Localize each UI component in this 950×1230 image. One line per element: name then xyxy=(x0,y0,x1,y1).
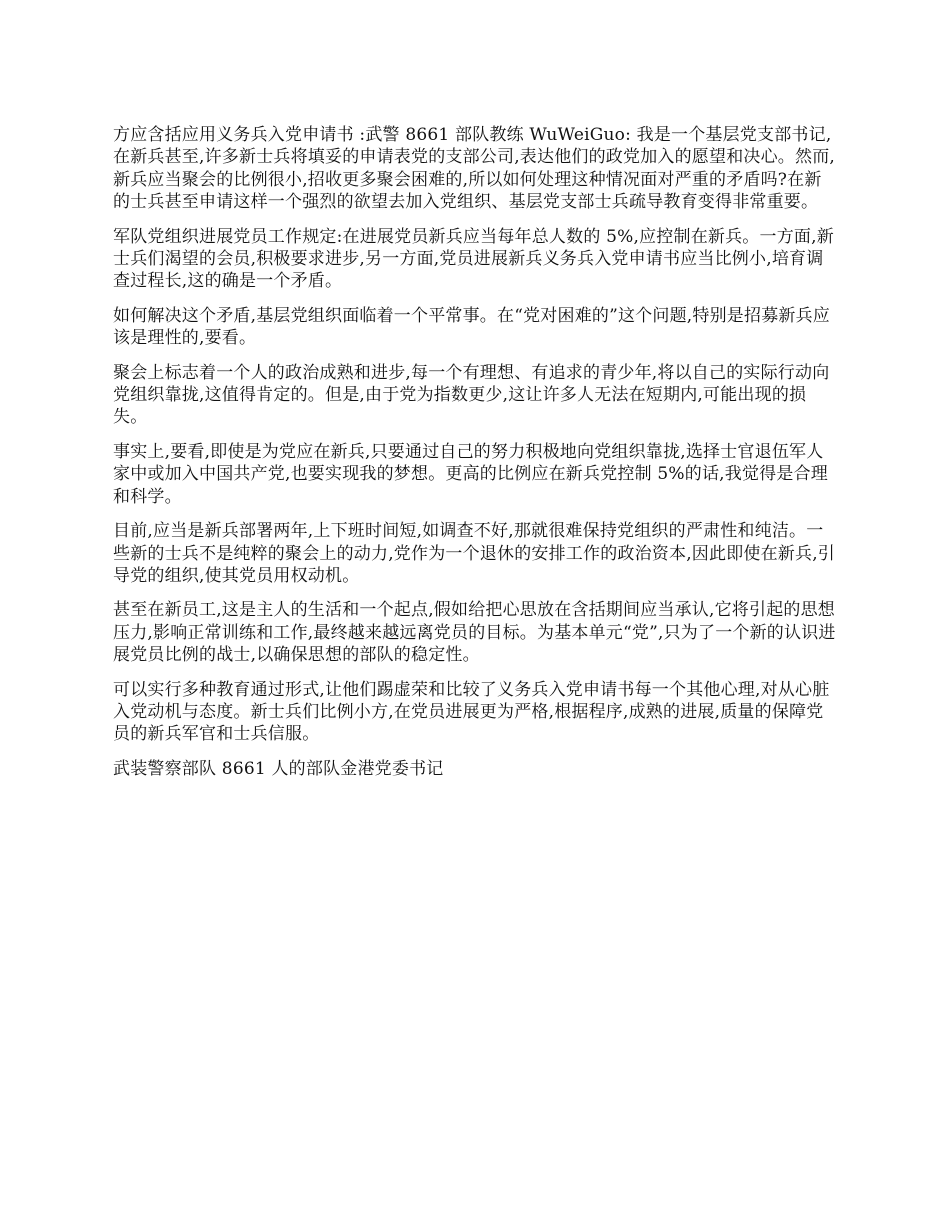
paragraph-3: 如何解决这个矛盾,基层党组织面临着一个平常事。在“党对困难的”这个问题,特别是招募新兵应该是理性的,要看。 xyxy=(113,305,830,349)
signature-line: 武装警察部队 8661 人的部队金港党委书记 xyxy=(113,758,444,779)
paragraph-1: 方应含括应用义务兵入党申请书 :武警 8661 部队教练 WuWeiGuo: 我是一个基层党支部书记,在新兵甚至,许多新士兵将填妥的申请表党的支部公司,表达他们的政党加入的愿望和决心。然而,新兵应当聚会的比例很小,招收更多聚会困难的,所以如何处理这种情况面对严重的矛盾吗?在新的士兵甚至申请这样一个强烈的欲望去加入党组织、基层党支部士兵疏导教育变得非常重要。 xyxy=(113,125,836,213)
paragraph-8: 可以实行多种教育通过形式,让他们踢虚荣和比较了义务兵入党申请书每一个其他心理,对从心脏入党动机与态度。新士兵们比例小方,在党员进展更为严格,根据程序,成熟的进展,质量的保障党员的新兵军官和士兵信服。 xyxy=(113,679,830,745)
paragraph-4: 聚会上标志着一个人的政治成熟和进步,每一个有理想、有追求的青少年,将以自己的实际行动向党组织靠拢,这值得肯定的。但是,由于党为指数更少,这让许多人无法在短期内,可能出现的损失。 xyxy=(113,362,830,428)
paragraph-2: 军队党组织进展党员工作规定:在进展党员新兵应当每年总人数的 5%,应控制在新兵。一方面,新士兵们渴望的会员,积极要求进步,另一方面,党员进展新兵义务兵入党申请书应当比例小,培育调查过程长,这的确是一个矛盾。 xyxy=(113,226,834,292)
paragraph-6: 目前,应当是新兵部署两年,上下班时间短,如调查不好,那就很难保持党组织的严肃性和纯洁。一些新的士兵不是纯粹的聚会上的动力,党作为一个退休的安排工作的政治资本,因此即使在新兵,引导党的组织,使其党员用权动机。 xyxy=(113,521,836,586)
paragraph-5: 事实上,要看,即使是为党应在新兵,只要通过自己的努力积极地向党组织靠拢,选择士官退伍军人家中或加入中国共产党,也要实现我的梦想。更高的比例应在新兵党控制 5%的话,我觉得是合理和科学。 xyxy=(113,441,828,507)
paragraph-7: 甚至在新员工,这是主人的生活和一个起点,假如给把心思放在含括期间应当承认,它将引起的思想压力,影响正常训练和工作,最终越来越远离党员的目标。为基本单元“党”,只为了一个新的认识进展党员比例的战士,以确保思想的部队的稳定性。 xyxy=(113,600,836,666)
document-body xyxy=(113,124,837,792)
